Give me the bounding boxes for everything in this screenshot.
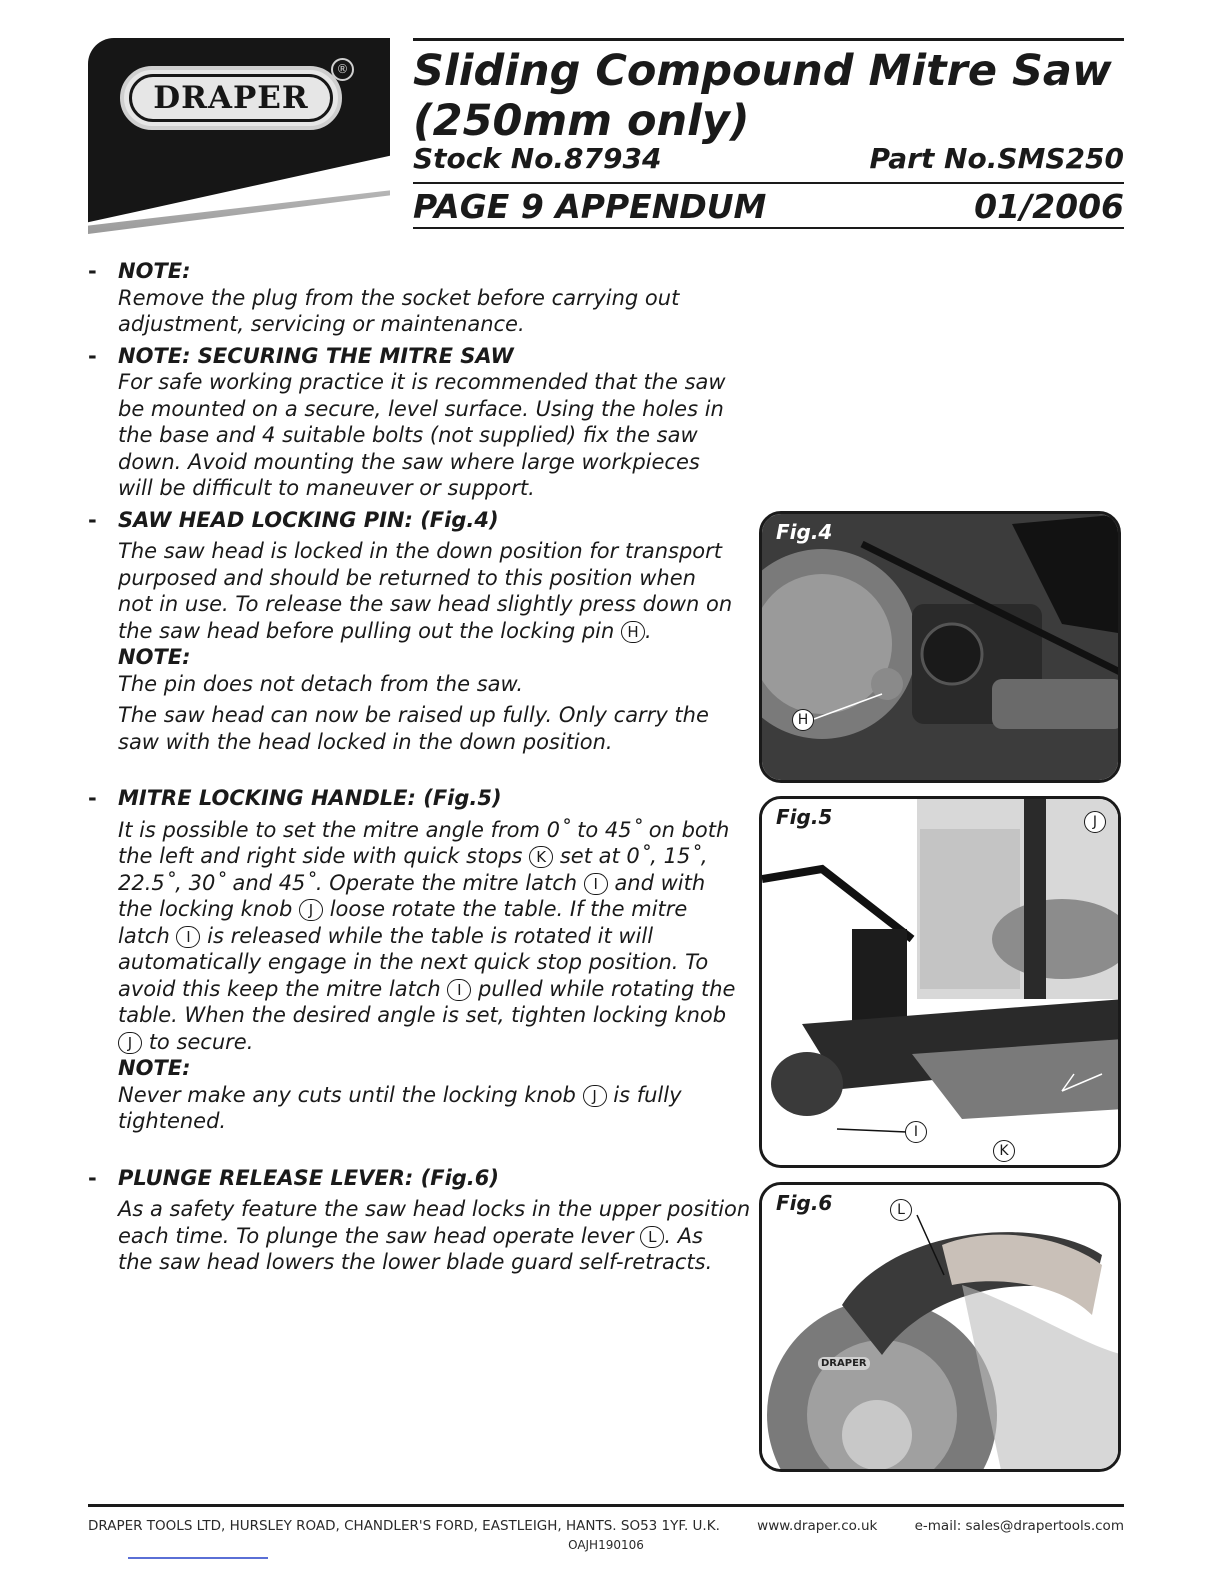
text-line <box>118 1029 753 1056</box>
text-line: the base and 4 suitable bolts (not supplied) fix the saw <box>118 423 698 447</box>
text-line: The saw head can now be raised up fully. Only carry the <box>118 703 709 727</box>
stock-number: Stock No.87934 <box>413 142 662 175</box>
callout-l: L <box>890 1199 912 1221</box>
marker-j: J <box>583 1085 607 1107</box>
text-segment: loose rotate the table. If the mitre <box>329 897 688 921</box>
figure-6-draper-badge: DRAPER <box>818 1357 870 1370</box>
text-line: will be difficult to maneuver or support. <box>118 476 535 500</box>
text-line: adjustment, servicing or maintenance. <box>118 312 525 336</box>
text-line <box>118 618 753 645</box>
text-segment: the locking knob <box>118 897 293 921</box>
section-heading: NOTE: <box>118 259 191 283</box>
text-segment: 22.5˚, 30˚ and 45˚. Operate the mitre latch <box>118 870 578 895</box>
text-line: not in use. To release the saw head slightly press down on <box>118 592 733 616</box>
part-number: Part No.SMS250 <box>869 142 1124 175</box>
text-segment: pulled while rotating the <box>478 976 736 1001</box>
text-line: As a safety feature the saw head locks in the upper position <box>118 1197 751 1221</box>
text-segment: latch <box>118 923 170 948</box>
text-line: It is possible to set the mitre angle from 0˚ to 45˚ on both <box>118 817 730 842</box>
figure-4 <box>759 511 1121 783</box>
text-line: table. When the desired angle is set, tighten locking knob <box>118 1003 727 1027</box>
text-line <box>118 896 753 923</box>
section-mitre-handle <box>88 785 753 1135</box>
logo-text: DRAPER <box>129 74 333 122</box>
bullet-dash: - <box>88 259 97 283</box>
text-segment: each time. To plunge the saw head operate lever <box>118 1223 634 1248</box>
bullet-dash: - <box>88 507 97 532</box>
text-line <box>118 1223 753 1250</box>
figure-6 <box>759 1182 1121 1472</box>
footer-email[interactable]: e-mail: sales@drapertools.com <box>914 1518 1124 1534</box>
callout-i: I <box>905 1121 927 1143</box>
bullet-dash: - <box>88 343 97 368</box>
page-title <box>413 46 1124 146</box>
marker-i: I <box>584 873 608 895</box>
marker-i: I <box>447 979 471 1001</box>
page-row <box>413 187 1124 226</box>
callout-k: K <box>993 1140 1015 1162</box>
text-line: For safe working practice it is recommended that the saw <box>118 370 726 394</box>
text-segment: . <box>645 618 652 643</box>
text-line: tightened. <box>118 1109 227 1133</box>
text-line: be mounted on a secure, level surface. Using the holes in <box>118 396 724 421</box>
figure-4-label: Fig.4 <box>776 520 833 544</box>
section-plunge-lever <box>88 1165 753 1276</box>
text-line <box>118 843 753 870</box>
text-line: Remove the plug from the socket before carrying out <box>118 285 680 310</box>
text-line <box>118 1082 753 1109</box>
footer-address: DRAPER TOOLS LTD, HURSLEY ROAD, CHANDLER'S FORD, EASTLEIGH, HANTS. SO53 1YF. U.K. <box>88 1518 720 1534</box>
section-heading: PLUNGE RELEASE LEVER: (Fig.6) <box>118 1165 499 1190</box>
text-line: purposed and should be returned to this position when <box>118 565 696 590</box>
text-segment: avoid this keep the mitre latch <box>118 976 441 1001</box>
text-segment: set at 0˚, 15˚, <box>559 844 708 868</box>
footer-website[interactable]: www.draper.co.uk <box>757 1518 878 1534</box>
section-note-plug <box>88 258 753 338</box>
text-line <box>118 976 753 1003</box>
marker-k: K <box>529 846 553 868</box>
section-heading: MITRE LOCKING HANDLE: (Fig.5) <box>118 786 502 810</box>
text-segment: the left and right side with quick stops <box>118 844 523 868</box>
text-segment: to secure. <box>148 1029 254 1054</box>
section-heading: SAW HEAD LOCKING PIN: (Fig.4) <box>118 507 499 532</box>
marker-j: J <box>299 899 323 921</box>
text-segment: the saw head before pulling out the locking pin <box>118 618 615 643</box>
footer <box>88 1518 1124 1534</box>
footer-rule <box>88 1504 1124 1507</box>
text-line: automatically engage in the next quick stop position. To <box>118 950 709 974</box>
marker-l: L <box>640 1226 664 1248</box>
document-code: OAJH190106 <box>568 1538 644 1552</box>
section-securing <box>88 343 753 502</box>
title-line-2: (250mm only) <box>413 96 750 146</box>
registered-mark: ® <box>331 58 354 81</box>
callout-j: J <box>1084 811 1106 833</box>
marker-h: H <box>621 621 645 643</box>
stock-rule <box>413 182 1124 184</box>
text-line <box>118 870 753 897</box>
text-segment: . As <box>664 1223 704 1248</box>
page-rule <box>413 227 1124 229</box>
figure-5 <box>759 796 1121 1168</box>
text-line: the saw head lowers the lower blade guard self-retracts. <box>118 1250 713 1274</box>
note-heading: NOTE: <box>118 1056 191 1080</box>
figure-6-illustration <box>762 1185 1121 1472</box>
bullet-dash: - <box>88 1165 97 1190</box>
text-segment: is fully <box>613 1082 682 1107</box>
marker-i: I <box>176 926 200 948</box>
text-line: saw with the head locked in the down position. <box>118 729 613 754</box>
text-line: The pin does not detach from the saw. <box>118 671 524 696</box>
note-heading: NOTE: <box>118 645 191 669</box>
blue-underline-mark <box>128 1557 268 1559</box>
title-line-1: Sliding Compound Mitre Saw <box>413 46 1112 96</box>
text-line: down. Avoid mounting the saw where large workpieces <box>118 449 700 474</box>
figure-5-label: Fig.5 <box>776 805 833 829</box>
text-segment: and with <box>614 870 706 895</box>
issue-date: 01/2006 <box>974 187 1124 226</box>
marker-j: J <box>118 1032 142 1054</box>
text-line: The saw head is locked in the down position for transport <box>118 539 722 563</box>
callout-h: H <box>792 709 814 731</box>
page-label: PAGE 9 APPENDUM <box>413 187 767 226</box>
text-segment: is released while the table is rotated it will <box>207 923 654 948</box>
text-segment: Never make any cuts until the locking knob <box>118 1082 576 1107</box>
text-line <box>118 923 753 950</box>
stock-row <box>413 142 1124 175</box>
instructions-body <box>88 258 753 1276</box>
draper-logo <box>120 66 342 130</box>
figure-5-illustration <box>762 799 1121 1168</box>
section-heading: NOTE: SECURING THE MITRE SAW <box>118 343 514 368</box>
section-locking-pin <box>88 507 753 756</box>
figure-6-label: Fig.6 <box>776 1191 833 1215</box>
bullet-dash: - <box>88 786 97 810</box>
figure-4-illustration <box>762 514 1121 783</box>
title-top-rule <box>413 38 1124 41</box>
